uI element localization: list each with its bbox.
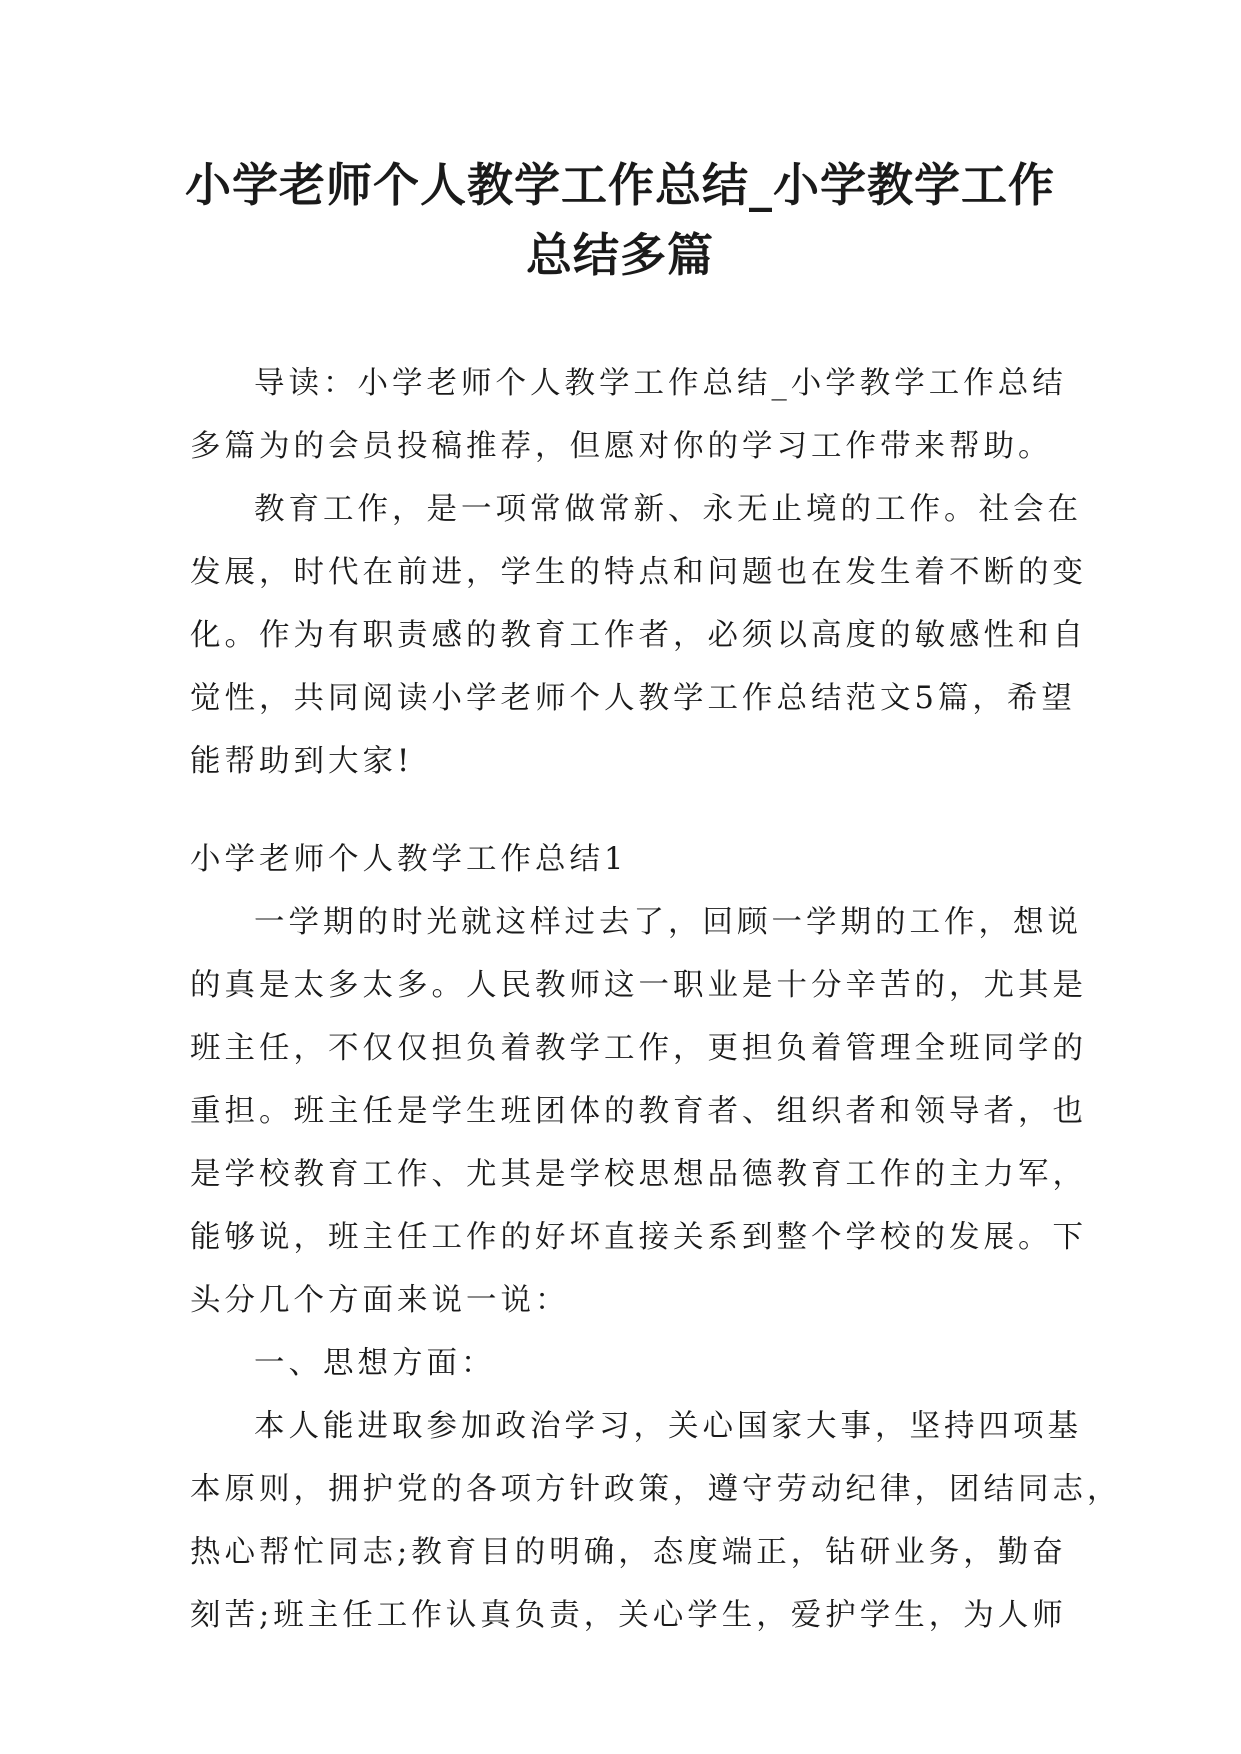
section-heading: 小学老师个人教学工作总结1 [190,842,628,877]
paragraph-line: 刻苦;班主任工作认真负责，关心学生，爱护学生，为人师 [190,1598,1067,1633]
paragraph-line: 发展，时代在前进，学生的特点和问题也在发生着不断的变 [190,555,1087,590]
paragraph-line: 热心帮忙同志;教育目的明确，态度端正，钻研业务，勤奋 [190,1535,1067,1570]
section-spacer [190,793,1055,828]
paragraph-line: 重担。班主任是学生班团体的教育者、组织者和领导者，也 [190,1094,1087,1129]
paragraph-line: 是学校教育工作、尤其是学校思想品德教育工作的主力军， [190,1157,1087,1192]
intro-line: 多篇为的会员投稿推荐，但愿对你的学习工作带来帮助。 [190,429,1053,464]
paragraph-line: 本原则，拥护党的各项方针政策，遵守劳动纪律，团结同志， [190,1472,1122,1507]
paragraph-line: 教育工作，是一项常做常新、永无止境的工作。社会在 [254,492,1082,527]
paragraph-line: 觉性，共同阅读小学老师个人教学工作总结范文5篇，希望 [190,681,1076,716]
paragraph-line: 能够说，班主任工作的好坏直接关系到整个学校的发展。下 [190,1220,1087,1255]
document-title [150,150,1090,290]
paragraph-line: 化。作为有职责感的教育工作者，必须以高度的敏感性和自 [190,618,1087,653]
title-line-1: 小学老师个人教学工作总结_小学教学工作 [185,158,1055,212]
paragraph-line: 本人能进取参加政治学习，关心国家大事，坚持四项基 [254,1409,1082,1444]
title-line-2: 总结多篇 [526,228,714,282]
document-body [190,352,1122,1647]
paragraph-line: 能帮助到大家! [190,744,414,779]
intro-line: 导读：小学老师个人教学工作总结_小学教学工作总结 [254,366,1067,401]
paragraph-line: 的真是太多太多。人民教师这一职业是十分辛苦的，尤其是 [190,968,1087,1003]
paragraph-line: 一学期的时光就这样过去了，回顾一学期的工作，想说 [254,905,1082,940]
paragraph-line: 头分几个方面来说一说： [190,1283,570,1318]
subheading: 一、思想方面： [254,1346,496,1381]
paragraph-line: 班主任，不仅仅担负着教学工作，更担负着管理全班同学的 [190,1031,1087,1066]
